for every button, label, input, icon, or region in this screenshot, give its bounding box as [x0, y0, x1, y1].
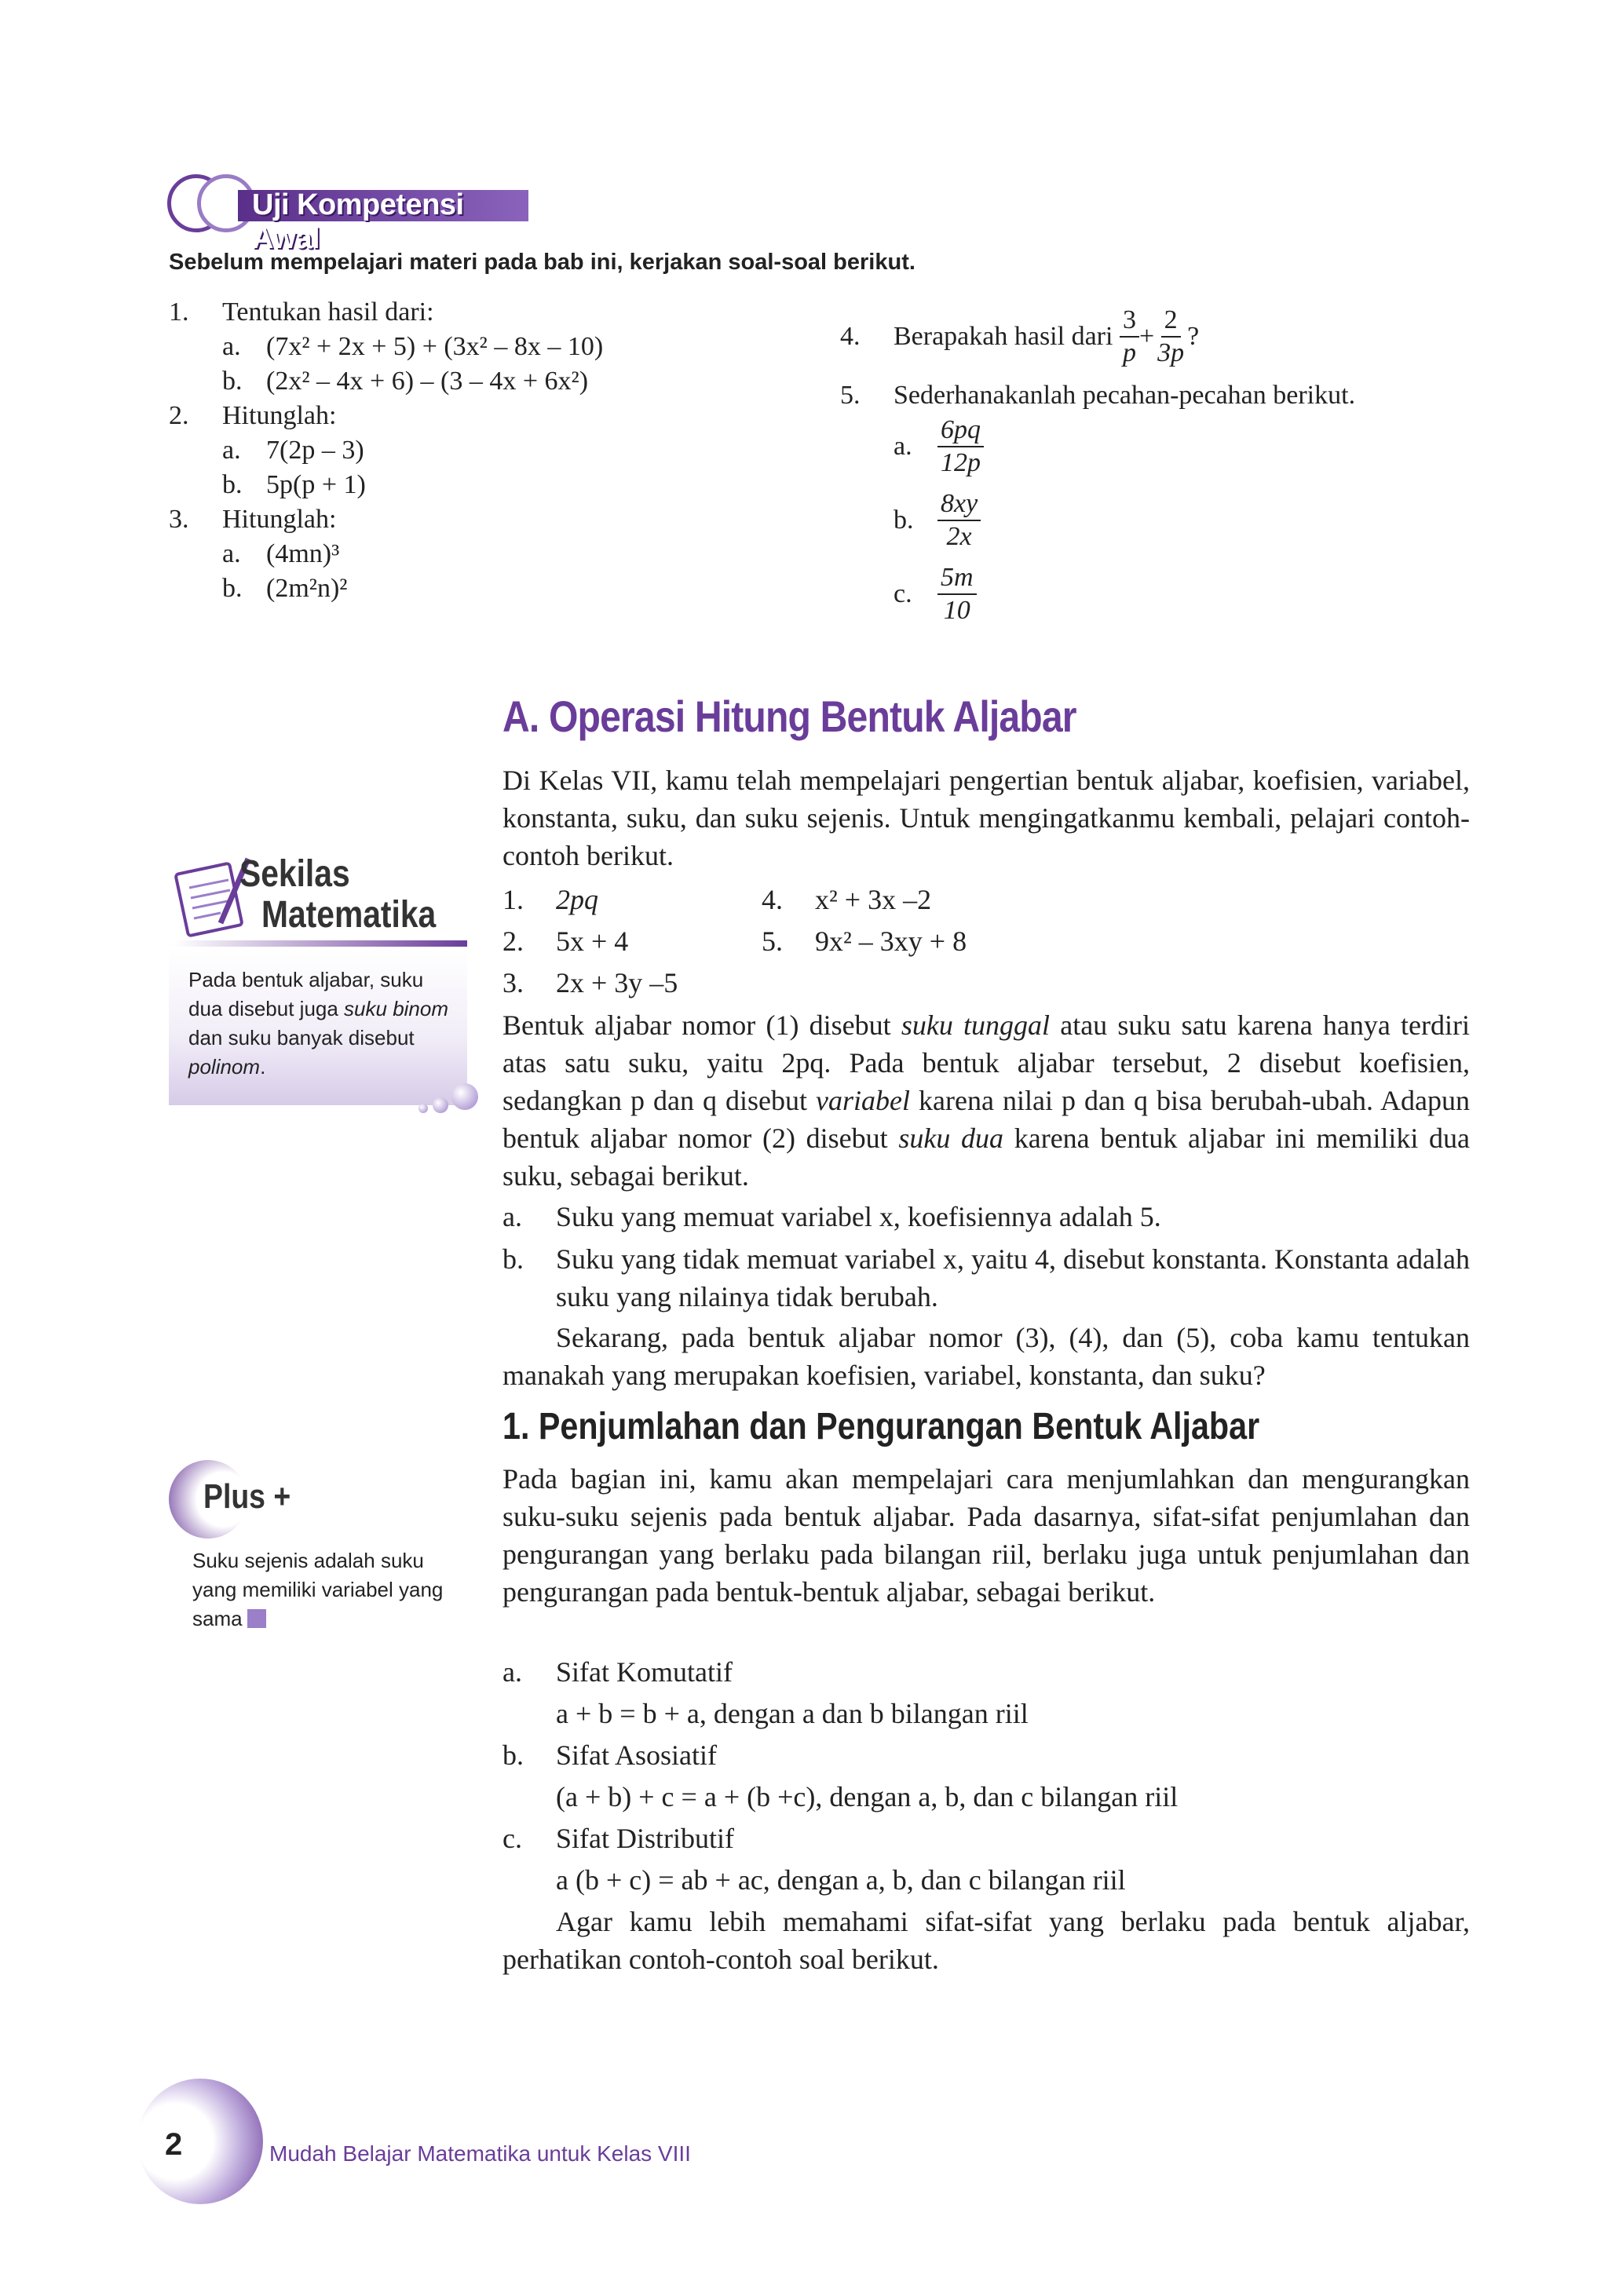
fraction-numerator: 6pq — [937, 414, 984, 447]
fraction — [937, 488, 981, 553]
example-expr: 2pq — [556, 884, 598, 915]
italic-term: suku dua — [898, 1122, 1004, 1154]
question-number: 5. — [840, 381, 861, 410]
uji-kompetensi-title: Uji Kompetensi Awal — [252, 188, 464, 255]
bubble-icon — [433, 1097, 448, 1113]
italic-term: suku binom — [344, 997, 449, 1020]
question-1 — [169, 295, 603, 399]
footer-circle-icon — [137, 2079, 263, 2204]
fraction — [1154, 305, 1187, 369]
question-text: Berapakah hasil dari — [894, 322, 1113, 351]
question-2 — [169, 399, 366, 502]
question-number: 4. — [840, 322, 861, 351]
text-run: Suku sejenis adalah suku yang memiliki variabel yang sama — [192, 1549, 444, 1630]
section-a-paragraph-2 — [502, 1006, 1470, 1195]
fraction-denominator: 3p — [1157, 338, 1185, 367]
sub-label: a. — [222, 332, 241, 361]
question-4 — [840, 305, 1199, 369]
section-a-paragraph-3: Sekarang, pada bentuk aljabar nomor (3), (4), dan (5), coba kamu tentukan manakah yang merupakan koefisien, variabel, konstanta, dan suku? — [502, 1322, 1470, 1391]
question-5c — [894, 562, 977, 626]
property-formula: a (b + c) = ab + ac, dengan a, b, dan c bilangan riil — [556, 1864, 1126, 1896]
list-label: b. — [502, 1739, 524, 1771]
sekilas-text — [188, 965, 455, 1082]
property-formula: (a + b) + c = a + (b +c), dengan a, b, dan c bilangan riil — [556, 1781, 1179, 1812]
list-label: a. — [502, 1656, 522, 1688]
sub-text: (4mn)³ — [266, 539, 340, 568]
section-1-title: 1. Penjumlahan dan Pengurangan Bentuk Aljabar — [502, 1406, 1260, 1447]
question-5a — [894, 414, 984, 479]
section-a-paragraph-1: Di Kelas VII, kamu telah mempelajari pengertian bentuk aljabar, koefisien, variabel, konstanta, suku, dan suku sejenis. Untuk mengingatkanmu kembali, pelajari contoh-contoh berikut. — [502, 765, 1470, 871]
text-run: karena bentuk aljabar ini memiliki dua suku, sebagai berikut. — [502, 1122, 1470, 1192]
sekilas-underline — [174, 940, 467, 947]
sekilas-matematika-box — [169, 848, 467, 1107]
sub-text: (7x² + 2x + 5) + (3x² – 8x – 10) — [266, 332, 604, 361]
question-mark: ? — [1187, 322, 1200, 351]
examples-list — [502, 879, 1209, 1004]
example-number: 5. — [762, 925, 783, 957]
question-text: Sederhanakanlah pecahan-pecahan berikut. — [894, 381, 1356, 410]
example-expr: x² + 3x –2 — [815, 884, 932, 915]
sekilas-title-line1: Sekilas — [239, 853, 350, 895]
fraction — [937, 562, 977, 626]
sub-text: (2x² – 4x + 6) – (3 – 4x + 6x²) — [266, 367, 589, 396]
sub-label: b. — [222, 574, 243, 603]
question-number: 3. — [169, 505, 189, 534]
plus-text — [192, 1546, 459, 1633]
footer-book-title: Mudah Belajar Matematika untuk Kelas VIII — [269, 2141, 691, 2166]
sub-label: a. — [222, 539, 241, 568]
list-label: a. — [502, 1201, 522, 1232]
italic-term: variabel — [816, 1085, 911, 1116]
fraction — [1120, 305, 1139, 369]
fraction-denominator: 2x — [946, 522, 972, 551]
sub-text: 5p(p + 1) — [266, 470, 366, 499]
fraction-numerator: 5m — [937, 562, 977, 595]
question-number: 2. — [169, 401, 189, 430]
example-expr: 9x² – 3xy + 8 — [815, 925, 967, 957]
text-run: Pada bentuk aljabar, suku dua disebut juga — [188, 968, 424, 1020]
property-formula: a + b = b + a, dengan a dan b bilangan riil — [556, 1698, 1029, 1729]
question-number: 1. — [169, 297, 189, 327]
list-label: c. — [502, 1823, 522, 1854]
section-1-paragraph-2: Agar kamu lebih memahami sifat-sifat yang berlaku pada bentuk aljabar, perhatikan contoh-contoh soal berikut. — [502, 1906, 1470, 1975]
property-title: Sifat Komutatif — [556, 1656, 733, 1688]
example-number: 4. — [762, 884, 783, 915]
square-icon — [247, 1609, 266, 1628]
list-a — [502, 1198, 1470, 1316]
fraction-denominator: 12p — [941, 448, 981, 477]
italic-term: polinom — [188, 1055, 261, 1079]
text-run: karena nilai p dan q bisa berubah-ubah. Adapun bentuk aljabar nomor (2) disebut — [502, 1085, 1471, 1154]
text-run: Bentuk aljabar nomor (1) disebut — [502, 1009, 901, 1041]
fraction-numerator: 8xy — [937, 488, 981, 521]
question-5 — [840, 378, 1355, 413]
text-run: . — [260, 1055, 266, 1079]
example-expr: 2x + 3y –5 — [556, 967, 678, 998]
sub-label: b. — [222, 470, 243, 499]
fraction-denominator: p — [1122, 338, 1136, 367]
sub-text: (2m²n)² — [266, 574, 348, 603]
fraction-denominator: 10 — [943, 596, 970, 625]
sub-label: b. — [894, 506, 914, 535]
plus-title: Plus + — [203, 1477, 291, 1516]
sub-text: 7(2p – 3) — [266, 436, 364, 465]
bubble-icon — [418, 1104, 428, 1113]
italic-term: suku tunggal — [901, 1009, 1051, 1041]
example-expr: 5x + 4 — [556, 925, 629, 957]
uji-intro: Sebelum mempelajari materi pada bab ini, kerjakan soal-soal berikut. — [169, 250, 915, 275]
fraction — [937, 414, 984, 479]
example-number: 1. — [502, 884, 524, 915]
page-number: 2 — [165, 2127, 183, 2162]
list-text: Suku yang tidak memuat variabel x, yaitu 4, disebut konstanta. Konstanta adalah suku yang nilainya tidak berubah. — [556, 1243, 1470, 1312]
question-3 — [169, 502, 347, 606]
property-title: Sifat Asosiatif — [556, 1739, 717, 1771]
sub-label: a. — [894, 432, 912, 461]
question-text: Tentukan hasil dari: — [222, 297, 434, 327]
sub-label: b. — [222, 367, 243, 396]
property-title: Sifat Distributif — [556, 1823, 734, 1854]
uji-kompetensi-header — [167, 174, 536, 255]
properties-list — [502, 1652, 1470, 1901]
example-number: 3. — [502, 967, 524, 998]
section-1-paragraph-1: Pada bagian ini, kamu akan mempelajari cara menjumlahkan dan mengurangkan suku-suku sejenis pada bentuk aljabar. Pada dasarnya, sifat-sifat penjumlahan dan pengurangan yang berlaku pada bilangan riil, berlaku juga untuk penjumlahan dan pengurangan pada bentuk-bentuk aljabar, sebagai berikut. — [502, 1463, 1470, 1608]
fraction-numerator: 3 — [1120, 305, 1139, 338]
operator: + — [1138, 322, 1155, 351]
text-run: dan suku banyak disebut — [188, 1026, 415, 1049]
question-text: Hitunglah: — [222, 401, 337, 430]
list-label: b. — [502, 1243, 524, 1275]
sekilas-title-line2: Matematika — [261, 894, 437, 936]
plus-box — [169, 1460, 467, 1641]
section-a-title: A. Operasi Hitung Bentuk Aljabar — [502, 692, 1076, 741]
bubble-icon — [451, 1083, 478, 1110]
question-text: Hitunglah: — [222, 505, 337, 534]
example-number: 2. — [502, 925, 524, 957]
text-run: atau suku satu karena hanya terdiri atas satu suku, yaitu 2pq. Pada bentuk aljabar tersebut, 2 disebut koefisien, sedangkan p dan q disebut — [502, 1009, 1470, 1116]
sub-label: c. — [894, 579, 912, 608]
list-text: Suku yang memuat variabel x, koefisiennya adalah 5. — [556, 1201, 1161, 1232]
question-5b — [894, 488, 981, 553]
fraction-numerator: 2 — [1161, 305, 1181, 338]
sub-label: a. — [222, 436, 241, 465]
